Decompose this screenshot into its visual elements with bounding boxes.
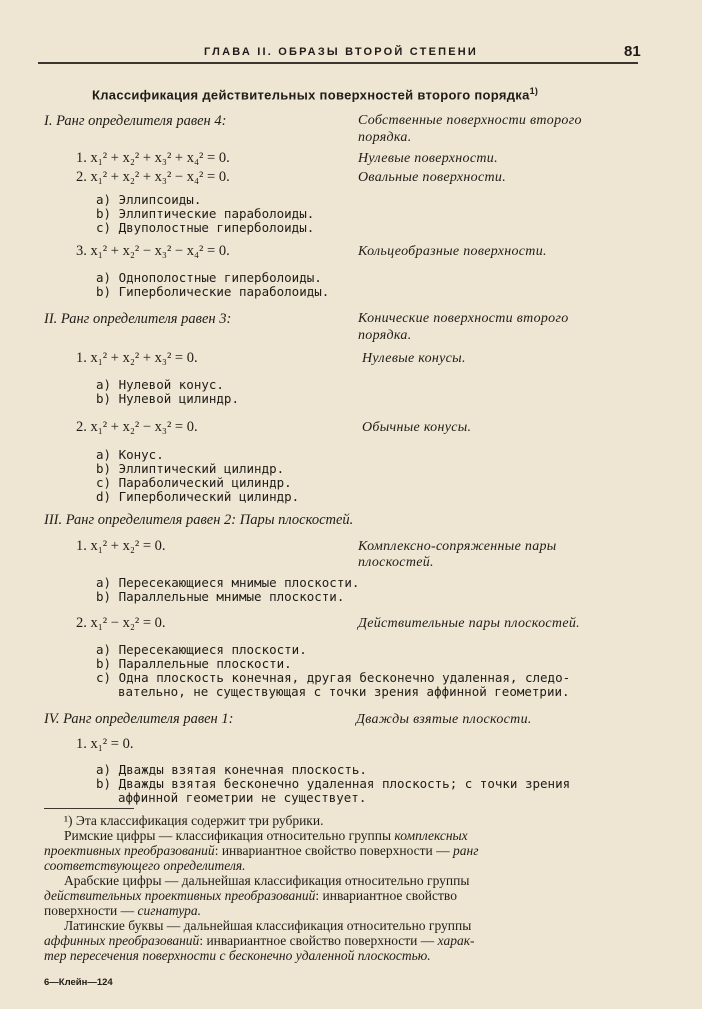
section-1-right-2: порядка. xyxy=(358,130,412,145)
footnote-mark: 1) xyxy=(529,86,539,96)
footnote-line: соответствующего определителя. xyxy=(44,858,246,873)
section-4-heading: IV. Ранг определителя равен 1: xyxy=(44,711,234,727)
list-item: a) Дважды взятая конечная плоскость. xyxy=(96,762,367,777)
list-item: a) Нулевой конус. xyxy=(96,377,224,392)
printer-signature: 6—Клейн—124 xyxy=(44,977,113,988)
list-item: b) Эллиптический цилиндр. xyxy=(96,461,285,476)
footnote-line: Римские цифры — классификация относительно группы комплексных xyxy=(64,828,468,843)
page-title xyxy=(92,86,538,102)
list-item: b) Параллельные мнимые плоскости. xyxy=(96,589,345,604)
list-item: b) Дважды взятая бесконечно удаленная плоскость; с точки зрения xyxy=(96,776,571,791)
title-text: Классификация действительных поверхностей второго порядка xyxy=(92,87,530,103)
equation: 1. x₁² + x₂² = 0. xyxy=(76,538,166,554)
section-1-heading: I. Ранг определителя равен 4: xyxy=(44,113,227,129)
section-2-right-2: порядка. xyxy=(358,328,412,343)
list-item: b) Гиперболические параболоиды. xyxy=(96,284,330,299)
list-item: b) Нулевой цилиндр. xyxy=(96,391,239,406)
list-item: c) Параболический цилиндр. xyxy=(96,475,292,490)
list-item: a) Однополостные гиперболоиды. xyxy=(96,270,322,285)
equation-label: Овальные поверхности. xyxy=(358,170,507,185)
equation-label: плоскостей. xyxy=(358,555,434,570)
running-header: ГЛАВА II. ОБРАЗЫ ВТОРОЙ СТЕПЕНИ xyxy=(204,46,478,58)
equation-label: Комплексно-сопряженные пары xyxy=(358,539,557,554)
section-4-right: Дважды взятые плоскости. xyxy=(356,712,532,727)
equation: 1. x₁² + x₂² + x₃² + x₄² = 0. xyxy=(76,150,230,166)
list-item: b) Параллельные плоскости. xyxy=(96,656,292,671)
equation-label: Нулевые поверхности. xyxy=(358,151,498,166)
list-item-continued: вательно, не существующая с точки зрения аффинной геометрии. xyxy=(118,684,570,699)
footnote-line: Латинские буквы — дальнейшая классификация относительно группы xyxy=(64,918,472,933)
footnote-line: действительных проективных преобразований: инвариантное свойство xyxy=(44,888,457,903)
list-item: c) Двуполостные гиперболоиды. xyxy=(96,220,315,235)
list-item-continued: аффинной геометрии не существует. xyxy=(118,790,367,805)
equation: 1. x₁² = 0. xyxy=(76,736,134,752)
equation-label: Действительные пары плоскостей. xyxy=(358,616,580,631)
section-1-right-1: Собственные поверхности второго xyxy=(358,113,582,128)
list-item: a) Пересекающиеся плоскости. xyxy=(96,642,307,657)
equation: 2. x₁² + x₂² − x₃² = 0. xyxy=(76,419,198,435)
equation: 2. x₁² + x₂² + x₃² − x₄² = 0. xyxy=(76,169,230,185)
equation-label: Обычные конусы. xyxy=(362,420,472,435)
footnote-line: аффинных преобразований: инвариантное свойство поверхности — харак- xyxy=(44,933,475,948)
section-2-heading: II. Ранг определителя равен 3: xyxy=(44,311,232,327)
list-item: a) Эллипсоиды. xyxy=(96,192,202,207)
equation-label: Нулевые конусы. xyxy=(362,351,466,366)
footnote-line: тер пересечения поверхности с бесконечно удаленной плоскостью. xyxy=(44,948,431,963)
footnote-rule xyxy=(44,808,134,809)
list-item: d) Гиперболический цилиндр. xyxy=(96,489,300,504)
page-number: 81 xyxy=(624,43,641,60)
list-item: a) Пересекающиеся мнимые плоскости. xyxy=(96,575,360,590)
section-2-right-1: Конические поверхности второго xyxy=(358,311,569,326)
footnote-line: ¹) Эта классификация содержит три рубрики. xyxy=(64,813,324,828)
list-item: a) Конус. xyxy=(96,447,164,462)
equation: 1. x₁² + x₂² + x₃² = 0. xyxy=(76,350,198,366)
section-3-heading: III. Ранг определителя равен 2: Пары плоскостей. xyxy=(44,512,354,528)
list-item: b) Эллиптические параболоиды. xyxy=(96,206,315,221)
equation: 2. x₁² − x₂² = 0. xyxy=(76,615,166,631)
equation-label: Кольцеобразные поверхности. xyxy=(358,244,547,259)
list-item: c) Одна плоскость конечная, другая бесконечно удаленная, следо- xyxy=(96,670,571,685)
footnote-line: Арабские цифры — дальнейшая классификация относительно группы xyxy=(64,873,470,888)
footnote-line: проективных преобразований: инвариантное свойство поверхности — ранг xyxy=(44,843,479,858)
header-rule xyxy=(38,62,638,64)
footnote-line: поверхности — сигнатура. xyxy=(44,903,202,918)
equation: 3. x₁² + x₂² − x₃² − x₄² = 0. xyxy=(76,243,230,259)
